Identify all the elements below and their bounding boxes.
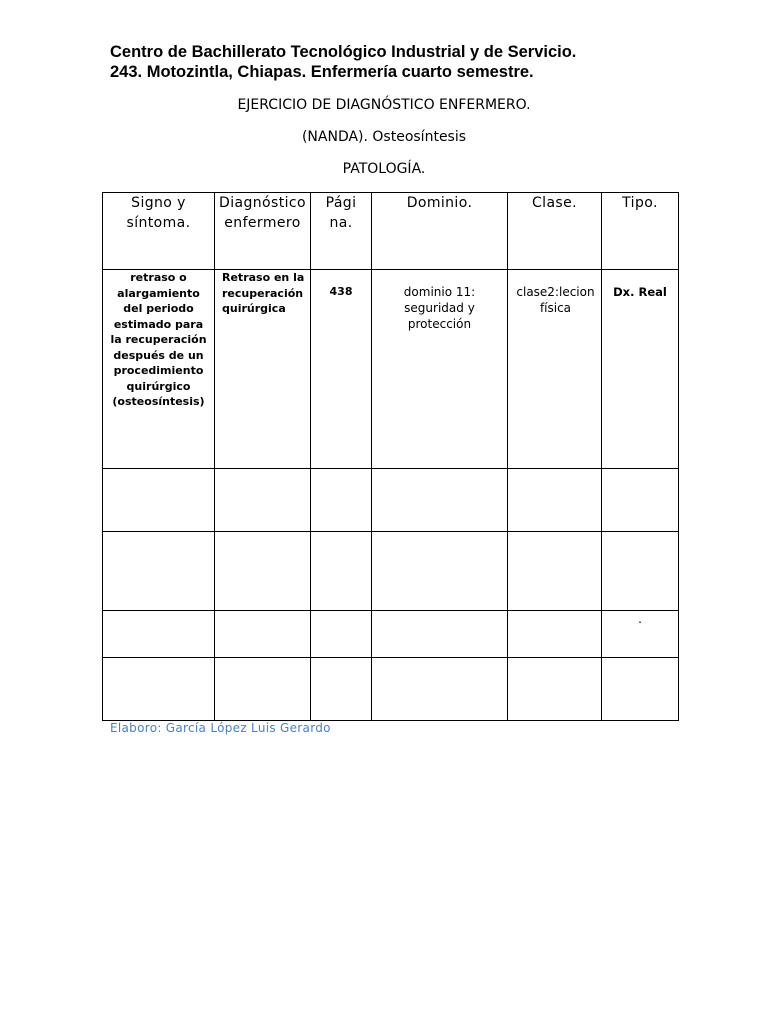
empty-cell <box>602 658 679 721</box>
empty-cell <box>602 532 679 611</box>
col-header-dominio: Dominio. <box>372 193 508 270</box>
diagnosis-table <box>102 192 679 721</box>
stray-mark: . <box>602 611 679 658</box>
col-header-pagina: Página. <box>311 193 372 270</box>
institution-header <box>110 42 710 82</box>
empty-cell <box>311 532 372 611</box>
empty-cell <box>508 469 602 532</box>
empty-cell <box>508 532 602 611</box>
table-row <box>103 611 679 658</box>
empty-cell <box>372 611 508 658</box>
cell-dominio: dominio 11: seguridad y protección <box>372 270 508 469</box>
author-credit: Elaboro: García López Luis Gerardo <box>110 721 331 735</box>
empty-cell <box>103 658 215 721</box>
empty-cell <box>215 611 311 658</box>
col-header-tipo: Tipo. <box>602 193 679 270</box>
cell-signo: retraso o alargamiento del periodo estimado para la recuperación después de un procedimiento quirúrgico (osteosíntesis) <box>103 270 215 469</box>
header-line-1: Centro de Bachillerato Tecnológico Industrial y de Servicio. <box>110 43 577 61</box>
col-header-diagnostico: Diagnóstico enfermero <box>215 193 311 270</box>
col-header-clase: Clase. <box>508 193 602 270</box>
cell-clase: clase2:lecion física <box>508 270 602 469</box>
pathology-label: PATOLOGÍA. <box>342 161 426 177</box>
empty-cell <box>103 532 215 611</box>
table-row <box>103 270 679 469</box>
table-header-row <box>103 193 679 270</box>
table-row <box>103 532 679 611</box>
empty-cell <box>311 469 372 532</box>
empty-cell <box>311 658 372 721</box>
empty-cell <box>103 611 215 658</box>
empty-cell <box>372 532 508 611</box>
cell-tipo: Dx. Real <box>602 270 679 469</box>
cell-pagina: 438 <box>311 270 372 469</box>
table-row <box>103 658 679 721</box>
table-row <box>103 469 679 532</box>
nanda-subtitle: (NANDA). Osteosíntesis <box>301 129 467 145</box>
empty-cell <box>103 469 215 532</box>
empty-cell <box>311 611 372 658</box>
cell-diagnostico: Retraso en la recuperación quirúrgica <box>215 270 311 469</box>
empty-cell <box>215 532 311 611</box>
empty-cell <box>215 469 311 532</box>
col-header-signo: Signo y síntoma. <box>103 193 215 270</box>
empty-cell <box>215 658 311 721</box>
empty-cell <box>508 658 602 721</box>
empty-cell <box>372 469 508 532</box>
empty-cell <box>602 469 679 532</box>
empty-cell <box>372 658 508 721</box>
empty-cell <box>508 611 602 658</box>
header-line-2: 243. Motozintla, Chiapas. Enfermería cuarto semestre. <box>110 63 534 81</box>
exercise-title: EJERCICIO DE DIAGNÓSTICO ENFERMERO. <box>237 97 531 113</box>
